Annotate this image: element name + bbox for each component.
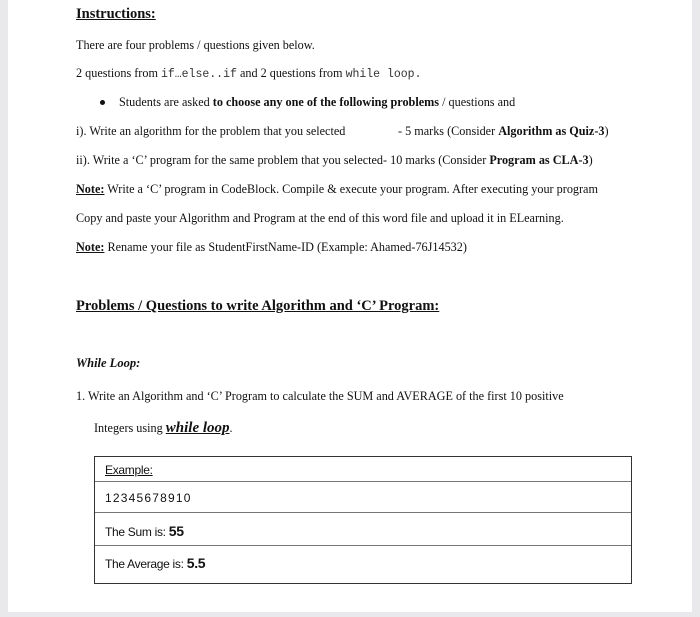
bold-fragment: to choose any one of the following problems (212, 95, 440, 109)
problems-heading: Problems / Questions to write Algorithm and ‘C’ Program: (76, 298, 440, 314)
note-label: Note: (76, 240, 105, 254)
text-fragment: Integers using (94, 421, 166, 435)
document-page (8, 0, 692, 612)
average-label: The Average is: (105, 557, 187, 571)
divider (95, 545, 631, 546)
text-fragment: 2 questions from (76, 66, 161, 80)
while-loop-emphasis: while loop (165, 420, 230, 436)
text-fragment: Students are asked (119, 95, 213, 109)
question-1-line2 (94, 420, 233, 437)
sum-label: The Sum is: (105, 525, 169, 539)
average-value: 5.5 (186, 555, 206, 571)
note-rename (76, 240, 467, 255)
question-count-line (76, 66, 421, 81)
question-1-line1: 1. Write an Algorithm and ‘C’ Program to calculate the SUM and AVERAGE of the first 10 positive (76, 389, 564, 403)
instructions-heading: Instructions: (76, 6, 156, 22)
divider (95, 481, 631, 482)
item-ii-program (76, 153, 593, 168)
example-box (94, 456, 632, 584)
text-fragment: ) (588, 153, 593, 167)
item-i-marks (398, 124, 609, 139)
section-while-loop: While Loop: (76, 356, 141, 370)
bullet-line (100, 95, 515, 110)
note-codeblock (76, 182, 598, 197)
example-sum (105, 523, 184, 539)
text-fragment: Write a ‘C’ program in CodeBlock. Compile & execute your program. After executing your program (104, 182, 598, 196)
code-if-else: if…else..if (160, 68, 237, 81)
note-label: Note: (76, 182, 105, 196)
code-while-loop: while loop. (345, 68, 422, 81)
text-fragment: / questions and (439, 95, 516, 109)
text-fragment: i). Write an algorithm for the problem that you selected (76, 124, 346, 138)
example-sequence: 12345678910 (105, 491, 192, 505)
copy-paste-line: Copy and paste your Algorithm and Program at the end of this word file and upload it in ELearning. (76, 211, 564, 225)
text-fragment: and 2 questions from (236, 66, 346, 80)
bold-fragment: Algorithm as Quiz-3 (498, 124, 605, 138)
text-fragment: ii). Write a ‘C’ program for the same problem that you selected- 10 marks (Consider (76, 153, 490, 167)
example-label: Example: (105, 463, 153, 477)
text-fragment: ) (604, 124, 609, 138)
sum-value: 55 (168, 523, 184, 539)
item-i-algorithm (76, 124, 345, 139)
text-fragment: . (229, 421, 233, 435)
divider (95, 512, 631, 513)
text-fragment: Rename your file as StudentFirstName-ID (Example: Ahamed-76J14532) (104, 240, 467, 254)
bold-fragment: Program as CLA-3 (489, 153, 589, 167)
text-fragment: - 5 marks (Consider (398, 124, 499, 138)
example-average (105, 555, 205, 571)
bullet-icon (100, 100, 105, 105)
intro-line: There are four problems / questions given below. (76, 38, 315, 52)
